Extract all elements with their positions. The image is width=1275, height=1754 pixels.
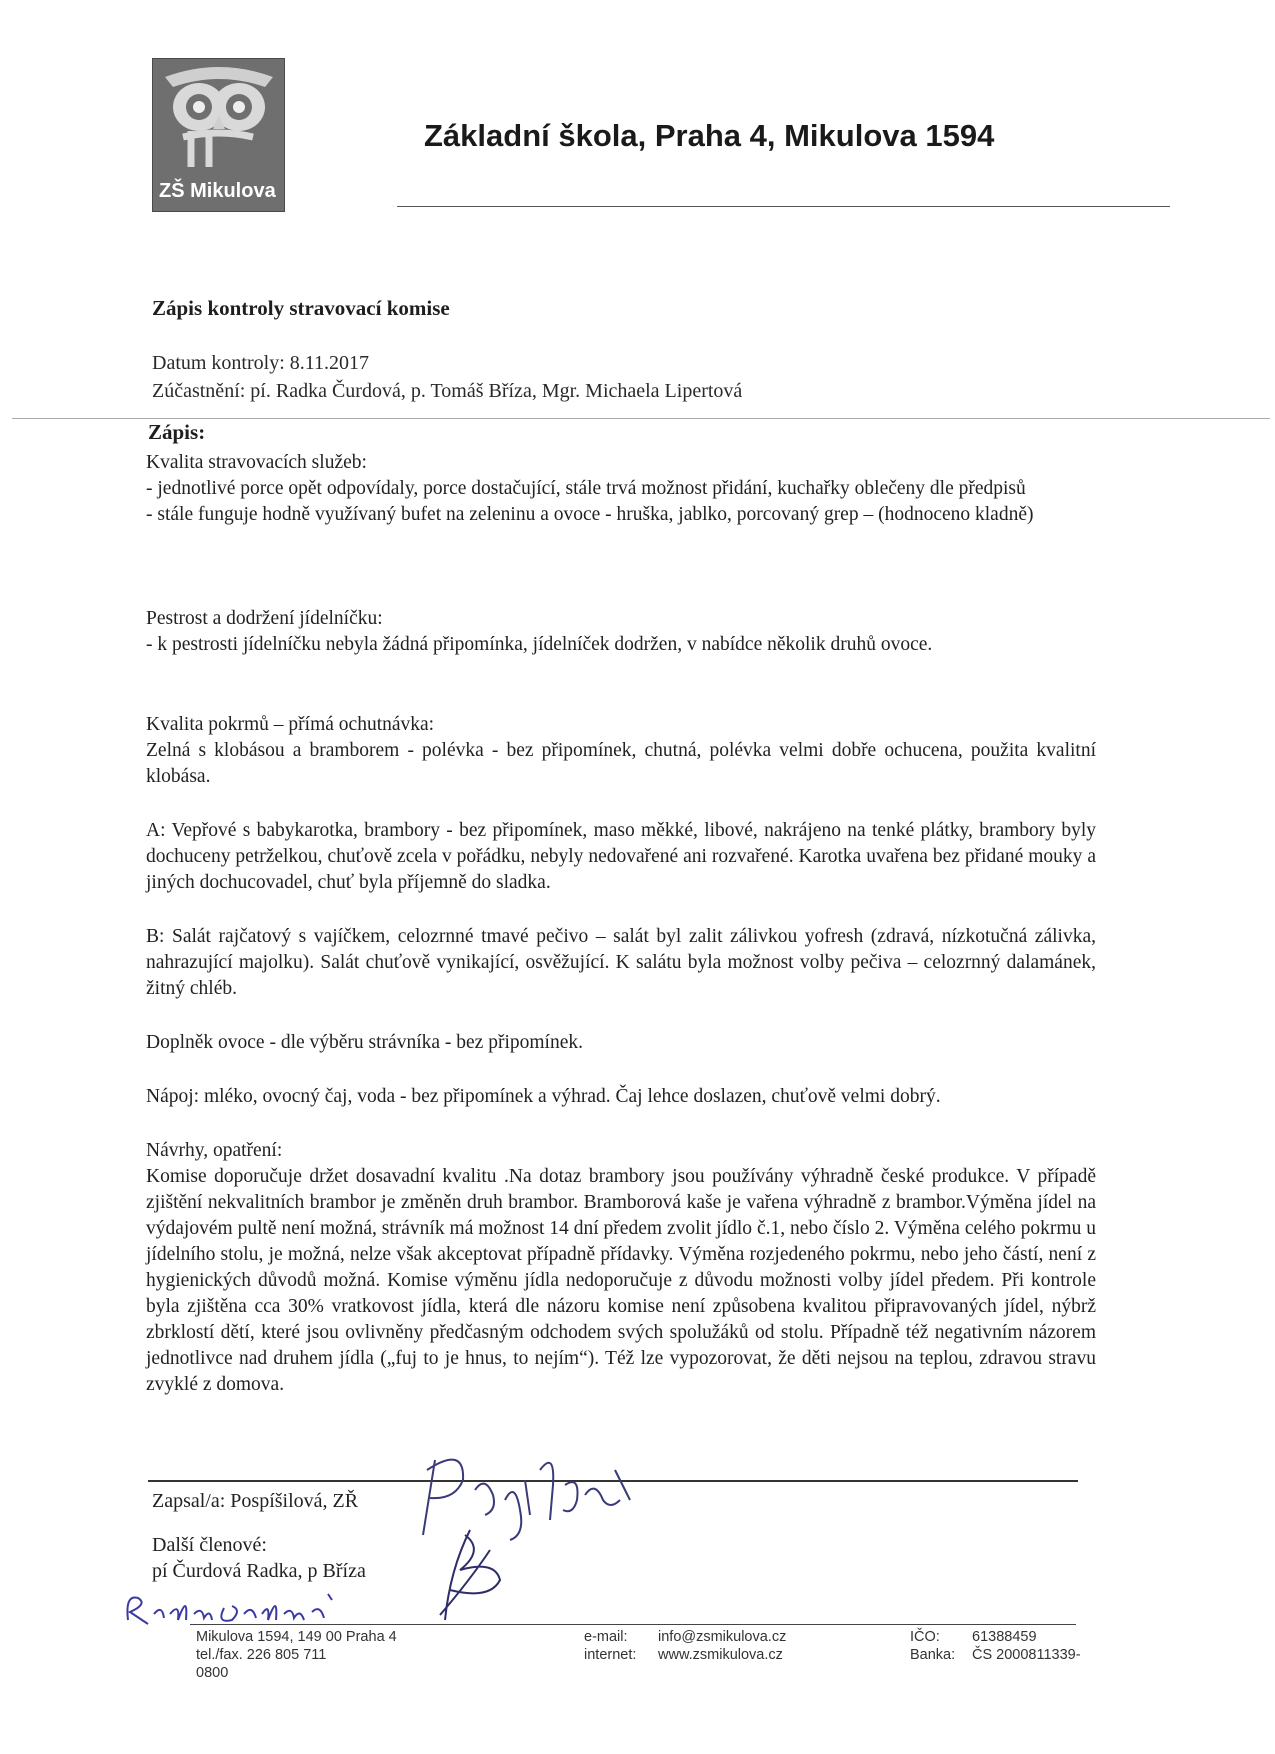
school-logo: [152, 58, 285, 212]
footer-company: [910, 1628, 1081, 1664]
recorded-by: Zapsal/a: Pospíšilová, ZŘ: [152, 1490, 359, 1512]
document-title: Zápis kontroly stravovací komise: [152, 296, 450, 320]
paragraph-food-quality: Kvalita pokrmů – přímá ochutnávka: Zelná s klobásou a bramborem - polévka - bez připomínek, chutná, polévka velmi dobře ochucena, použita kvalitní klobása.: [146, 714, 1096, 787]
bank-value: ČS 2000811339-: [972, 1647, 1081, 1663]
paragraph-meal-b: B: Salát rajčatový s vajíčkem, celozrnné tmavé pečivo – salát byl zalit zálivkou yofresh (zdravá, nízkotučná zálivka, nahrazující majolku). Salát chuťově vynikající, osvěžující. K salátu byla možnost volby pečiva – celozrnný dalamánek, žitný chléb.: [146, 926, 1096, 999]
section-divider: [12, 418, 1270, 419]
email-label: e-mail:: [584, 1629, 628, 1645]
header-divider: [397, 206, 1170, 207]
signature-briza: [430, 1520, 540, 1630]
footer-divider: [190, 1624, 1076, 1625]
email-value[interactable]: info@zsmikulova.cz: [658, 1629, 787, 1645]
footer-contact: [584, 1628, 786, 1664]
section-label: Zápis:: [148, 420, 206, 444]
school-name: Základní škola, Praha 4, Mikulova 1594: [424, 118, 995, 153]
ico-label: IČO:: [910, 1629, 940, 1645]
paragraph-menu-variety: Pestrost a dodržení jídelníčku: - k pestrosti jídelníčku nebyla žádná připomínka, jídelníček dodržen, v nabídce několik druhů ovoce.: [146, 608, 933, 655]
paragraph-proposals: Návrhy, opatření: Komise doporučuje držet dosavadní kvalitu .Na dotaz brambory jsou používány výhradně české produkce. V případě zjištění nekvalitních brambor je změněn druh brambor. Bramborová kaše je vařena výhradně z brambor.Výměna jídel na výdajovém pultě není možná, strávník má možnost 14 dní předem zvolit jídlo č.1, nebo číslo 2. Výměna celého pokrmu u jídelního stolu, je možná, nelze však akceptovat případně přídavky. Výměna rozjedeného pokrmu, nebo jeho částí, není z hygienických důvodů možná. Komise výměnu jídla nedoporučuje z důvodu možnosti volby jídel předem. Při kontrole byla zjištěna cca 30% vratkovost jídla, která dle názoru komise není způsobena kvalitou připravovaných jídel, nýbrž zbrklostí dětí, které jsou ovlivněny předčasným odchodem svých spolužáků od stolu. Případně též negativním názorem jednotlivce nad druhem jídla („fuj to je hnus, to nejím“). Též lze vypozorovat, že děti nejsou na teplou, zdravou stravu zvyklé z domova.: [146, 1140, 1096, 1395]
ico-value: 61388459: [972, 1629, 1037, 1645]
bank-label: Banka:: [910, 1647, 956, 1663]
inspection-date: Datum kontroly: 8.11.2017: [152, 352, 370, 374]
footer-address-line3: 0800: [196, 1665, 229, 1681]
internet-label: internet:: [584, 1647, 637, 1663]
participants: Zúčastnění: pí. Radka Čurdová, p. Tomáš Bříza, Mgr. Michaela Lipertová: [152, 380, 743, 402]
other-members-label: Další členové:: [152, 1534, 267, 1556]
owl-icon: [153, 59, 284, 179]
footer-address: [196, 1628, 397, 1682]
internet-value[interactable]: www.zsmikulova.cz: [658, 1647, 783, 1663]
footer-address-line1: Mikulova 1594, 149 00 Praha 4: [196, 1629, 397, 1645]
paragraph-drinks: Nápoj: mléko, ovocný čaj, voda - bez připomínek a výhrad. Čaj lehce doslazen, chuťově velmi dobrý.: [146, 1086, 941, 1107]
other-members: pí Čurdová Radka, p Bříza: [152, 1560, 366, 1582]
paragraph-service-quality: Kvalita stravovacích služeb: - jednotlivé porce opět odpovídaly, porce dostačující, stále trvá možnost přidání, kuchařky oblečeny dle předpisů - stále funguje hodně využívaný bufet na zeleninu a ovoce - hruška, jablko, porcovaný grep – (hodnoceno kladně): [146, 452, 1034, 525]
logo-text: ZŠ Mikulova: [159, 180, 276, 202]
footer-address-line2: tel./fax. 226 805 711: [196, 1647, 327, 1663]
paragraph-meal-a: A: Vepřové s babykarotka, brambory - bez připomínek, maso měkké, libové, nakrájeno na tenké plátky, brambory byly dochuceny petrželkou, chuťově zcela v pořádku, nebyly nedovařené ani rozvařené. Karotka uvařena bez přidané mouky a jiných dochucovadel, chuť byla příjemně do sladka.: [146, 820, 1096, 893]
paragraph-fruit: Doplněk ovoce - dle výběru strávníka - bez připomínek.: [146, 1032, 583, 1053]
